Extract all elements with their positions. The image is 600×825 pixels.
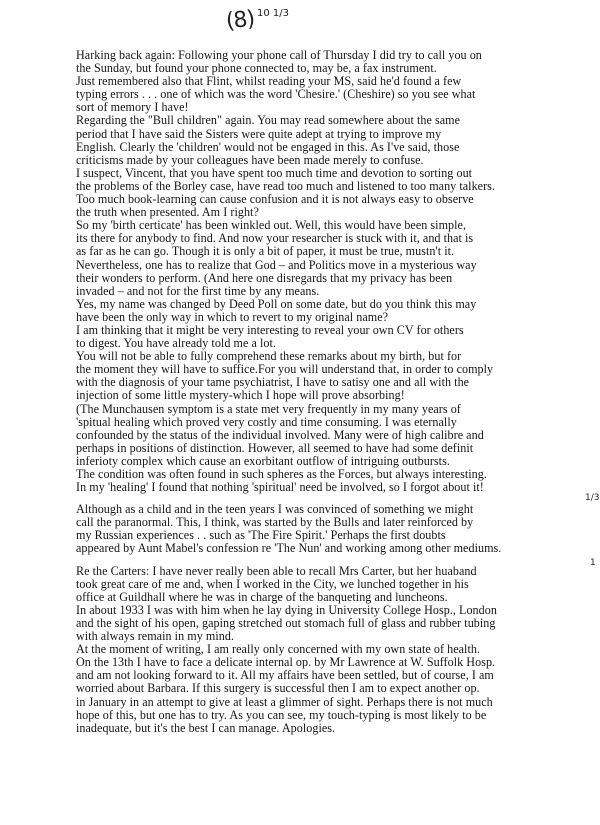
text-line: and the sight of his open, gaping stretched out stomach full of glass and rubber tubing [76,615,496,630]
text-line: Yes, my name was changed by Deed Poll on some date, but do you think this may [76,296,477,311]
text-line: typing errors . . . one of which was the word 'Chesire.' (Cheshire) so you see what [76,87,476,102]
text-line: injection of some little mystery-which I hope will prove absorbing! [76,388,405,403]
text-line: Regarding the "Bull children" again. You may read somewhere about the same [76,113,461,128]
text-line: Too much book-learning can cause confusion and it is not always easy to observe [76,192,474,207]
text-line: perhaps in positions of distinction. However, all seemed to have had some definit [76,440,474,455]
text-line: hope of this, but one has to try. As you can see, my touch-typing is most likely to be [76,707,487,722]
text-line: as far as he can go. Though it is only a bit of paper, it must be true, mustn't it. [76,244,455,259]
text-line: In about 1933 I was with him when he lay dying in University College Hosp., London [76,602,497,617]
text-line: Just remembered also that Flint, whilst reading your MS, said he'd found a few [76,74,462,89]
text-line: appeared by Aunt Mabel's confession re 'The Nun' and working among other mediums. [76,541,502,556]
text-line: invaded – and not for the first time by any means. [76,283,320,298]
text-line: You will not be able to fully comprehend these remarks about my birth, but for [76,349,462,364]
handwritten-page-number: (8) [224,6,256,35]
text-line: and am not looking forward to it. All my affairs have been settled, but of course, I am [76,668,494,683]
text-line: call the paranormal. This, I think, was started by the Bulls and later reinforced by [76,515,474,530]
text-line: I am thinking that it might be very interesting to reveal your own CV for others [76,322,464,337]
text-line: On the 13th I have to face a delicate internal op. by Mr Lawrence at W. Suffolk Hosp. [76,655,496,670]
text-line: sort of memory I have! [76,100,189,115]
text-line: So my 'birth certicate' has been winkled out. Well, this would have been simple, [76,218,467,233]
text-line: English. Clearly the 'children' would not be engaged in this. As I've said, those [76,139,460,154]
margin-tick-mark: 1 [590,558,596,568]
text-line: Harking back again: Following your phone call of Thursday I did try to call you on [76,48,482,62]
margin-fraction-mark: 1/3 [585,493,600,503]
text-line: the problems of the Borley case, have read too much and listened to too many talkers. [76,178,496,193]
text-line: period that I have said the Sisters were quite adept at trying to improve my [76,126,442,141]
text-line: I suspect, Vincent, that you have spent too much time and devotion to sorting out [76,165,473,180]
text-line: 'spitual healing which proved very costly and time consuming. I was eternally [76,414,457,429]
text-line: its there for anybody to find. And now your researcher is stuck with it, and that is [76,231,474,246]
text-line: have been the only way in which to revert to my original name? [76,309,389,324]
text-line: inadequate, but it's the best I can manage. Apologies. [76,720,336,735]
text-line: At the moment of writing, I am really only concerned with my own state of health. [76,642,481,657]
text-line: the truth when presented. Am I right? [76,205,259,220]
text-line: the moment they will have to suffice.For you will understand that, in order to comply [76,362,494,377]
text-line: Although as a child and in the teen years I was convinced of something we might [76,502,474,517]
text-line: office at Guildhall where he was in charge of the banqueting and luncheons. [76,589,448,604]
text-line: The condition was often found in such spheres as the Forces, but always interesting. [76,467,487,481]
text-line: in January in an attempt to give at least a glimmer of sight. Perhaps there is not much [76,694,493,709]
text-line: worried about Barbara. If this surgery is successful then I am to expect another op. [76,681,480,696]
text-line: with the diagnosis of your tame psychiatrist, I have to satisy one and all with the [76,375,470,390]
letter-body [76,49,596,735]
text-line: to digest. You have already told me a lot. [76,336,276,351]
text-line: Nevertheless, one has to realize that God – and Politics move in a mysterious way [76,257,477,272]
text-line: criticisms made by your colleagues have been made merely to confuse. [76,152,424,167]
text-line: inferioty complex which cause an exorbitant outflow of intriguing outbursts. [76,453,450,468]
text-line: their wonders to perform. (And here one disregards that my privacy has been [76,270,453,285]
typed-page-number: 10 1/3 [257,8,289,19]
text-line: confounded by the status of the individual involved. Many were of high calibre and [76,427,484,442]
text-line: the Sunday, but found your phone connected to, may be, a fax instrument. [76,61,437,76]
text-line: took great care of me and, when I worked in the City, we lunched together in his [76,576,469,591]
text-line: (The Munchausen symptom is a state met very frequently in my many years of [76,401,461,416]
text-line: In my 'healing' I found that nothing 'spiritual' need be involved, so I forgot about it! [76,480,484,495]
text-line: my Russian experiences . . such as 'The Fire Spirit.' Perhaps the first doubts [76,528,446,543]
text-line: Re the Carters: I have never really been able to recall Mrs Carter, but her huaband [76,563,477,578]
text-line: with always remain in my mind. [76,629,235,644]
